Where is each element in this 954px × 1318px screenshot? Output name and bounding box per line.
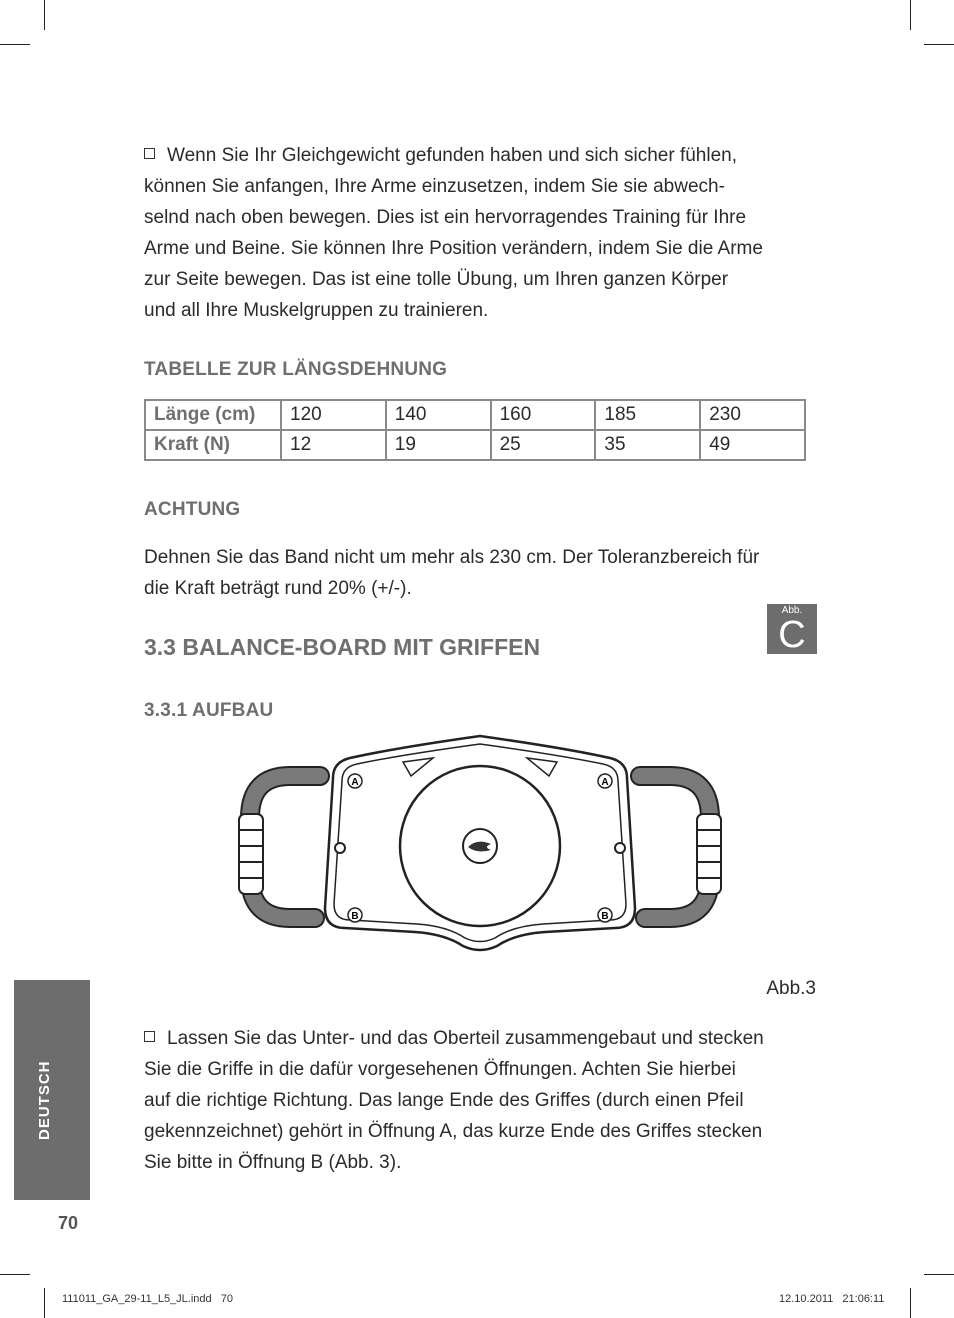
marker-b-right — [598, 908, 612, 922]
footer-timestamp: 12.10.2011 21:06:11 — [779, 1293, 885, 1305]
instructions-line: auf die richtige Richtung. Das lange Ende des Griffes (durch einen Pfeil — [144, 1090, 744, 1111]
section-title: 3.3 BALANCE-BOARD MIT GRIFFEN — [144, 634, 541, 660]
crop-mark — [910, 1288, 911, 1318]
marker-b-left — [348, 908, 362, 922]
marker-a-text: A — [601, 777, 609, 788]
table-row — [145, 430, 805, 460]
crop-mark — [924, 1274, 954, 1275]
bullet-square-icon — [144, 1031, 155, 1042]
crop-mark — [0, 44, 30, 45]
intro-line: und all Ihre Muskelgruppen zu trainieren. — [144, 300, 489, 321]
table-cell: 160 — [491, 400, 596, 430]
subsection-title: 3.3.1 AUFBAU — [144, 700, 274, 721]
figure-caption: Abb.3 — [766, 978, 816, 999]
table-row — [145, 400, 805, 430]
figure-badge — [767, 604, 817, 654]
instructions-line: gekennzeichnet) gehört in Öffnung A, das kurze Ende des Griffes stecken — [144, 1121, 763, 1142]
table-cell: 185 — [595, 400, 700, 430]
table-cell: 19 — [386, 430, 491, 460]
warning-line: die Kraft beträgt rund 20% (+/-). — [144, 578, 412, 599]
instructions-paragraph — [144, 1023, 819, 1178]
balance-board-illustration — [235, 728, 725, 958]
stretch-table — [144, 399, 806, 461]
table-cell: 120 — [281, 400, 386, 430]
badge-small-label: Abb. — [781, 605, 803, 616]
marker-a-right — [598, 774, 612, 788]
table-cell: 49 — [700, 430, 805, 460]
right-handle — [640, 776, 721, 918]
table-cell: 140 — [386, 400, 491, 430]
badge-letter: C — [778, 614, 806, 656]
intro-paragraph — [144, 140, 819, 326]
crop-mark — [910, 0, 911, 30]
warning-heading: ACHTUNG — [144, 499, 241, 520]
left-socket — [335, 843, 345, 853]
crop-mark — [924, 44, 954, 45]
marker-a-text: A — [351, 777, 359, 788]
language-side-tab — [14, 980, 90, 1200]
intro-line: können Sie anfangen, Ihre Arme einzusetzen, indem Sie sie abwech- — [144, 176, 725, 197]
instructions-line: Sie bitte in Öffnung B (Abb. 3). — [144, 1152, 402, 1173]
instructions-line: Sie die Griffe in die dafür vorgesehenen Öffnungen. Achten Sie hierbei — [144, 1059, 736, 1080]
warning-paragraph — [144, 542, 819, 604]
row-header: Länge (cm) — [145, 400, 281, 430]
page-number: 70 — [58, 1213, 79, 1233]
marker-b-text: B — [601, 911, 609, 922]
table-heading: TABELLE ZUR LÄNGSDEHNUNG — [144, 359, 448, 380]
footer-file-info: 111011_GA_29-11_L5_JL.indd 70 — [62, 1293, 234, 1305]
language-label: DEUTSCH — [36, 1060, 53, 1140]
instructions-line: Lassen Sie das Unter- und das Oberteil zusammengebaut und stecken — [167, 1028, 764, 1049]
table-cell: 12 — [281, 430, 386, 460]
intro-line: Arme und Beine. Sie können Ihre Position verändern, indem Sie die Arme — [144, 238, 763, 259]
intro-line: zur Seite bewegen. Das ist eine tolle Übung, um Ihren ganzen Körper — [144, 269, 729, 290]
crop-mark — [44, 0, 45, 30]
table-cell: 25 — [491, 430, 596, 460]
table-cell: 230 — [700, 400, 805, 430]
row-header: Kraft (N) — [145, 430, 281, 460]
right-socket — [615, 843, 625, 853]
intro-line: selnd nach oben bewegen. Dies ist ein hervorragendes Training für Ihre — [144, 207, 747, 228]
table-cell: 35 — [595, 430, 700, 460]
marker-a-left — [348, 774, 362, 788]
crop-mark — [44, 1288, 45, 1318]
left-handle — [239, 776, 320, 918]
crop-mark — [0, 1274, 30, 1275]
intro-line: Wenn Sie Ihr Gleichgewicht gefunden haben und sich sicher fühlen, — [167, 145, 738, 166]
marker-b-text: B — [351, 911, 359, 922]
warning-line: Dehnen Sie das Band nicht um mehr als 230 cm. Der Toleranzbereich für — [144, 547, 760, 568]
bullet-square-icon — [144, 148, 155, 159]
